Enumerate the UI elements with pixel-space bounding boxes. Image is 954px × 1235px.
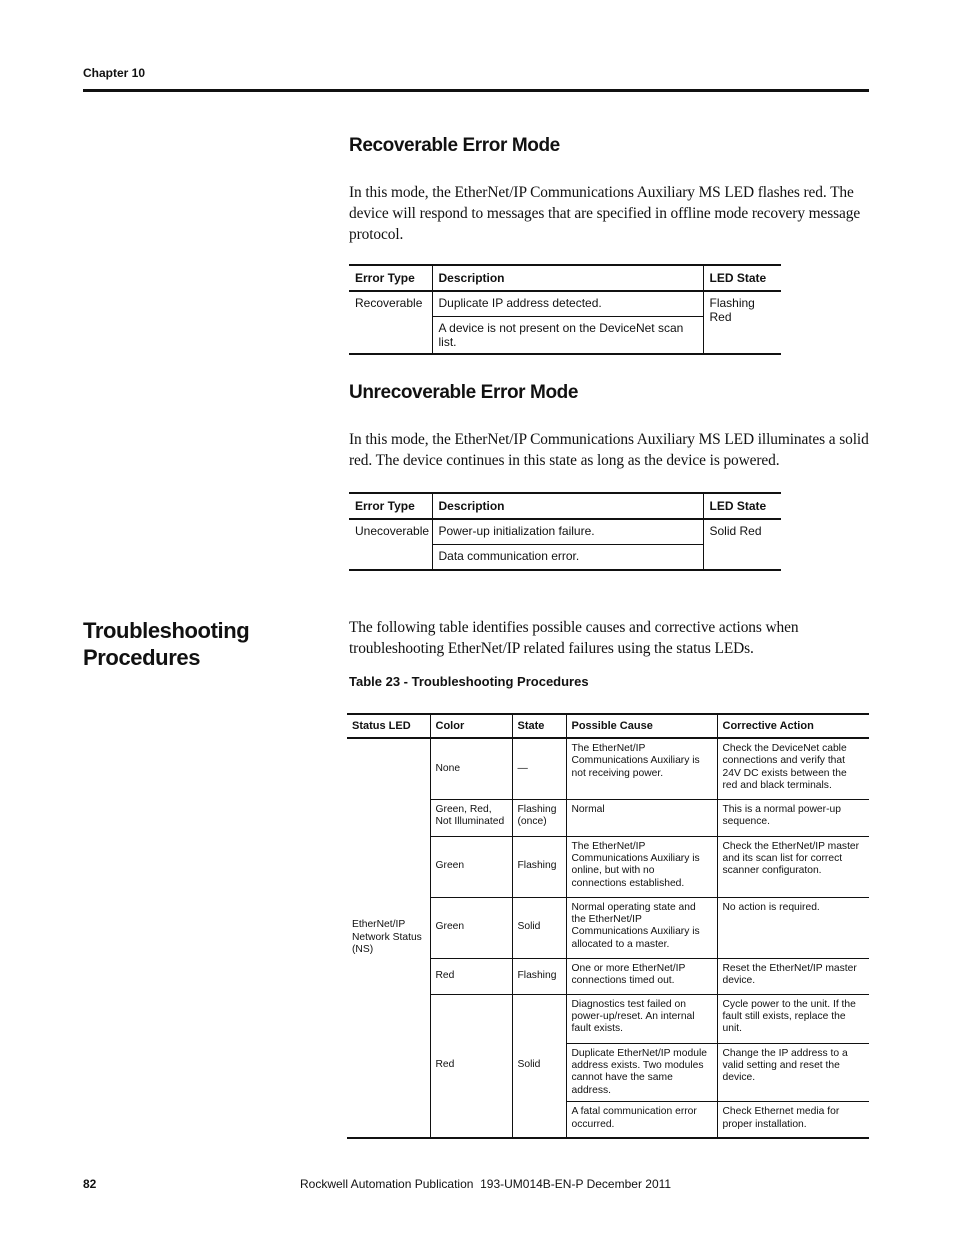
column-header: Color [430,714,512,738]
table-row [347,738,869,799]
color-cell: Red [430,994,512,1138]
troubleshooting-paragraph: The following table identifies possible causes and corrective actions when troubleshooting EtherNet/IP related failures using the status LEDs. [349,619,799,657]
description-cell: Power-up initialization failure. [432,519,703,545]
action-cell: Reset the EtherNet/IP master device. [717,958,869,994]
unrecoverable-paragraph: In this mode, the EtherNet/IP Communications Auxiliary MS LED illuminates a solid red. The device continues in this state as long as the device is powered. [349,431,869,469]
state-cell: — [512,738,566,799]
column-header: LED State [703,493,781,519]
cause-cell: Duplicate EtherNet/IP module address exists. Two modules cannot have the same address. [566,1043,717,1102]
status-led-cell: EtherNet/IP Network Status (NS) [347,738,430,1138]
action-cell: Check the EtherNet/IP master and its scan list for correct scanner configuraton. [717,836,869,897]
column-header: LED State [703,265,781,291]
table-header-row [347,714,869,738]
cause-cell: Normal [566,799,717,836]
state-cell: Flashing (once) [512,799,566,836]
table-row [349,291,781,317]
recoverable-paragraph: In this mode, the EtherNet/IP Communications Auxiliary MS LED flashes red. The device will respond to messages that are specified in offline mode recovery message protocol. [349,184,861,243]
troubleshooting-heading: Troubleshooting Procedures [83,618,250,670]
cause-cell: The EtherNet/IP Communications Auxiliary is not receiving power. [566,738,717,799]
column-header: Error Type [349,493,432,519]
description-cell: Duplicate IP address detected. [432,291,703,317]
error-type-cell: Recoverable [349,291,432,354]
column-header: Possible Cause [566,714,717,738]
page-number: 82 [83,1177,97,1191]
recoverable-error-table [349,264,781,355]
publication-text: Rockwell Automation Publication 193-UM014B-EN-P December 2011 [300,1177,672,1191]
unrecoverable-error-table [349,492,781,571]
table-header-row [349,265,781,291]
cause-cell: The EtherNet/IP Communications Auxiliary is online, but with no connections established. [566,836,717,897]
column-header: State [512,714,566,738]
publication-footer [300,1177,671,1191]
cause-cell: One or more EtherNet/IP connections timed out. [566,958,717,994]
led-state-cell: Solid Red [703,519,781,570]
column-header: Description [432,493,703,519]
troubleshooting-table [347,713,869,1139]
column-header: Description [432,265,703,291]
cause-cell: Normal operating state and the EtherNet/IP Communications Auxiliary is allocated to a master. [566,897,717,958]
recoverable-heading: Recoverable Error Mode [349,135,560,156]
cause-cell: A fatal communication error occurred. [566,1102,717,1138]
action-cell: Check the DeviceNet cable connections and verify that 24V DC exists between the red and black terminals. [717,738,869,799]
action-cell: Check Ethernet media for proper installation. [717,1102,869,1138]
column-header: Corrective Action [717,714,869,738]
action-cell: No action is required. [717,897,869,958]
description-cell: A device is not present on the DeviceNet scan list. [432,317,703,355]
column-header: Error Type [349,265,432,291]
action-cell: This is a normal power-up sequence. [717,799,869,836]
cause-cell: Diagnostics test failed on power-up/reset. An internal fault exists. [566,994,717,1043]
table-row [349,519,781,545]
table-header-row [349,493,781,519]
color-cell: Green [430,836,512,897]
color-cell: Green [430,897,512,958]
color-cell: None [430,738,512,799]
state-cell: Flashing [512,836,566,897]
table-caption: Table 23 - Troubleshooting Procedures [349,674,589,689]
description-cell: Data communication error. [432,545,703,571]
state-cell: Flashing [512,958,566,994]
state-cell: Solid [512,994,566,1138]
led-state-cell: Flashing Red [703,291,781,354]
header-rule [83,89,869,92]
state-cell: Solid [512,897,566,958]
unrecoverable-heading: Unrecoverable Error Mode [349,382,579,403]
column-header: Status LED [347,714,430,738]
color-cell: Red [430,958,512,994]
action-cell: Change the IP address to a valid setting and reset the device. [717,1043,869,1102]
action-cell: Cycle power to the unit. If the fault still exists, replace the unit. [717,994,869,1043]
chapter-label: Chapter 10 [83,66,146,80]
error-type-cell: Unecoverable [349,519,432,570]
color-cell: Green, Red, Not Illuminated [430,799,512,836]
